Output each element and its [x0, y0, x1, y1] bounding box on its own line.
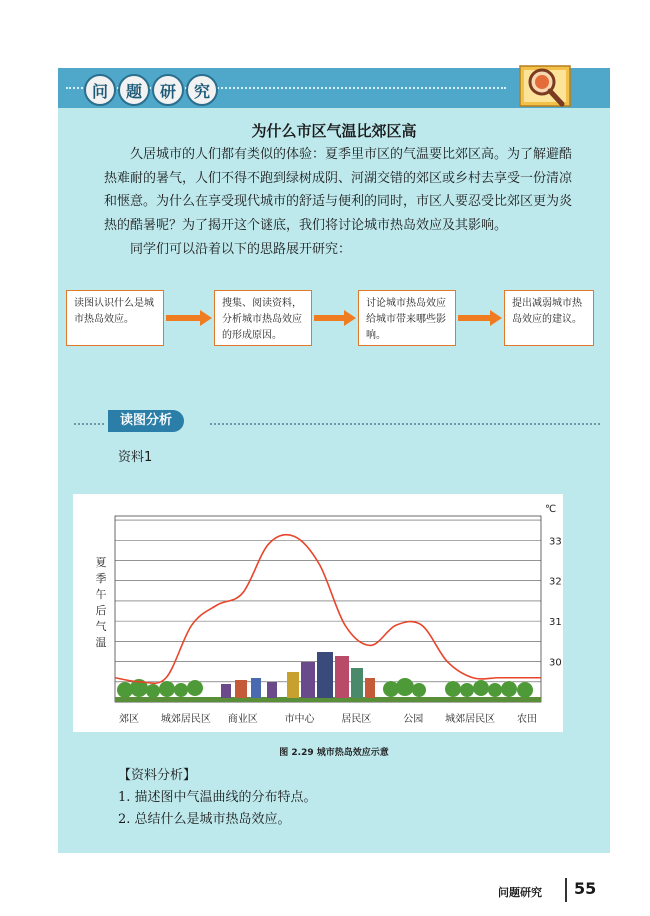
x-category-label: 城郊居民区	[445, 714, 496, 725]
x-category-label: 公园	[403, 714, 424, 725]
flow-step: 搜集、阅读资料，分析城市热岛效应的形成原因。	[214, 290, 312, 346]
section-dotted-line	[74, 423, 104, 425]
header-badge: 问	[84, 74, 116, 106]
intro-paragraph: 久居城市的人们都有类似的体验：夏季里市区的气温要比郊区高。为了解避酷热难耐的暑气，人们不得不跑到绿树成阴、河湖交错的郊区或乡村去享受一份清凉和惬意。为什么在享受现代城市的舒适与便利的同时，市区人要忍受比郊区更为炎热的酷暑呢？为了揭开这个谜底，我们将讨论城市热岛效应及其影响。	[104, 147, 573, 233]
section-label: 读图分析	[108, 410, 184, 432]
y-axis-label-char: 季	[95, 572, 107, 585]
y-tick-label: 32	[549, 576, 562, 588]
article-title: 为什么市区气温比郊区高	[251, 122, 417, 140]
flow-step: 读图认识什么是城市热岛效应。	[66, 290, 164, 346]
footer-section: 问题研究	[498, 886, 542, 899]
flow-step: 讨论城市热岛效应给城市带来哪些影响。	[358, 290, 456, 346]
y-axis-label-char: 夏	[95, 556, 107, 569]
figure-caption: 图 2.29 城市热岛效应示意	[279, 748, 389, 758]
y-axis-label-char: 温	[95, 636, 107, 649]
section-header-badges	[84, 74, 218, 106]
y-axis-label-char: 后	[95, 604, 107, 617]
heat-island-chart	[73, 494, 563, 732]
y-ticks	[545, 504, 562, 669]
analysis-item: 2. 总结什么是城市热岛效应。	[118, 812, 291, 827]
y-unit-label: ℃	[545, 504, 557, 515]
x-category-label: 居民区	[341, 714, 372, 725]
research-flow	[58, 290, 610, 350]
footer-divider	[565, 878, 567, 902]
x-category-label: 农田	[517, 714, 537, 725]
x-category-label: 市中心	[284, 714, 315, 725]
y-tick-label: 30	[549, 657, 562, 669]
x-category-labels	[119, 712, 537, 725]
y-tick-label: 33	[549, 536, 562, 548]
header-badge: 究	[186, 74, 218, 106]
landscape-illustration	[115, 652, 541, 702]
guide-paragraph: 同学们可以沿着以下的思路展开研究：	[130, 242, 352, 257]
y-axis-label	[96, 556, 107, 649]
header-badge: 题	[118, 74, 150, 106]
magnifier-icon	[516, 60, 578, 112]
x-category-label: 商业区	[227, 714, 258, 725]
arrow-right-icon	[458, 310, 502, 326]
arrow-right-icon	[166, 310, 212, 326]
header-badge: 研	[152, 74, 184, 106]
analysis-heading: 【资料分析】	[118, 768, 197, 783]
analysis-block	[118, 765, 317, 831]
y-tick-label: 31	[549, 617, 562, 629]
material-label: 资料1	[118, 450, 153, 465]
section-dotted-line	[210, 423, 600, 425]
page-number: 55	[574, 879, 597, 898]
analysis-item: 1. 描述图中气温曲线的分布特点。	[118, 790, 317, 805]
chart-svg	[73, 494, 563, 732]
x-category-label: 城郊居民区	[160, 714, 211, 725]
x-category-label: 郊区	[119, 714, 139, 725]
arrow-right-icon	[314, 310, 356, 326]
flow-step: 提出减弱城市热岛效应的建议。	[504, 290, 594, 346]
y-axis-label-char: 气	[95, 620, 107, 633]
y-axis-label-char: 午	[95, 588, 107, 601]
